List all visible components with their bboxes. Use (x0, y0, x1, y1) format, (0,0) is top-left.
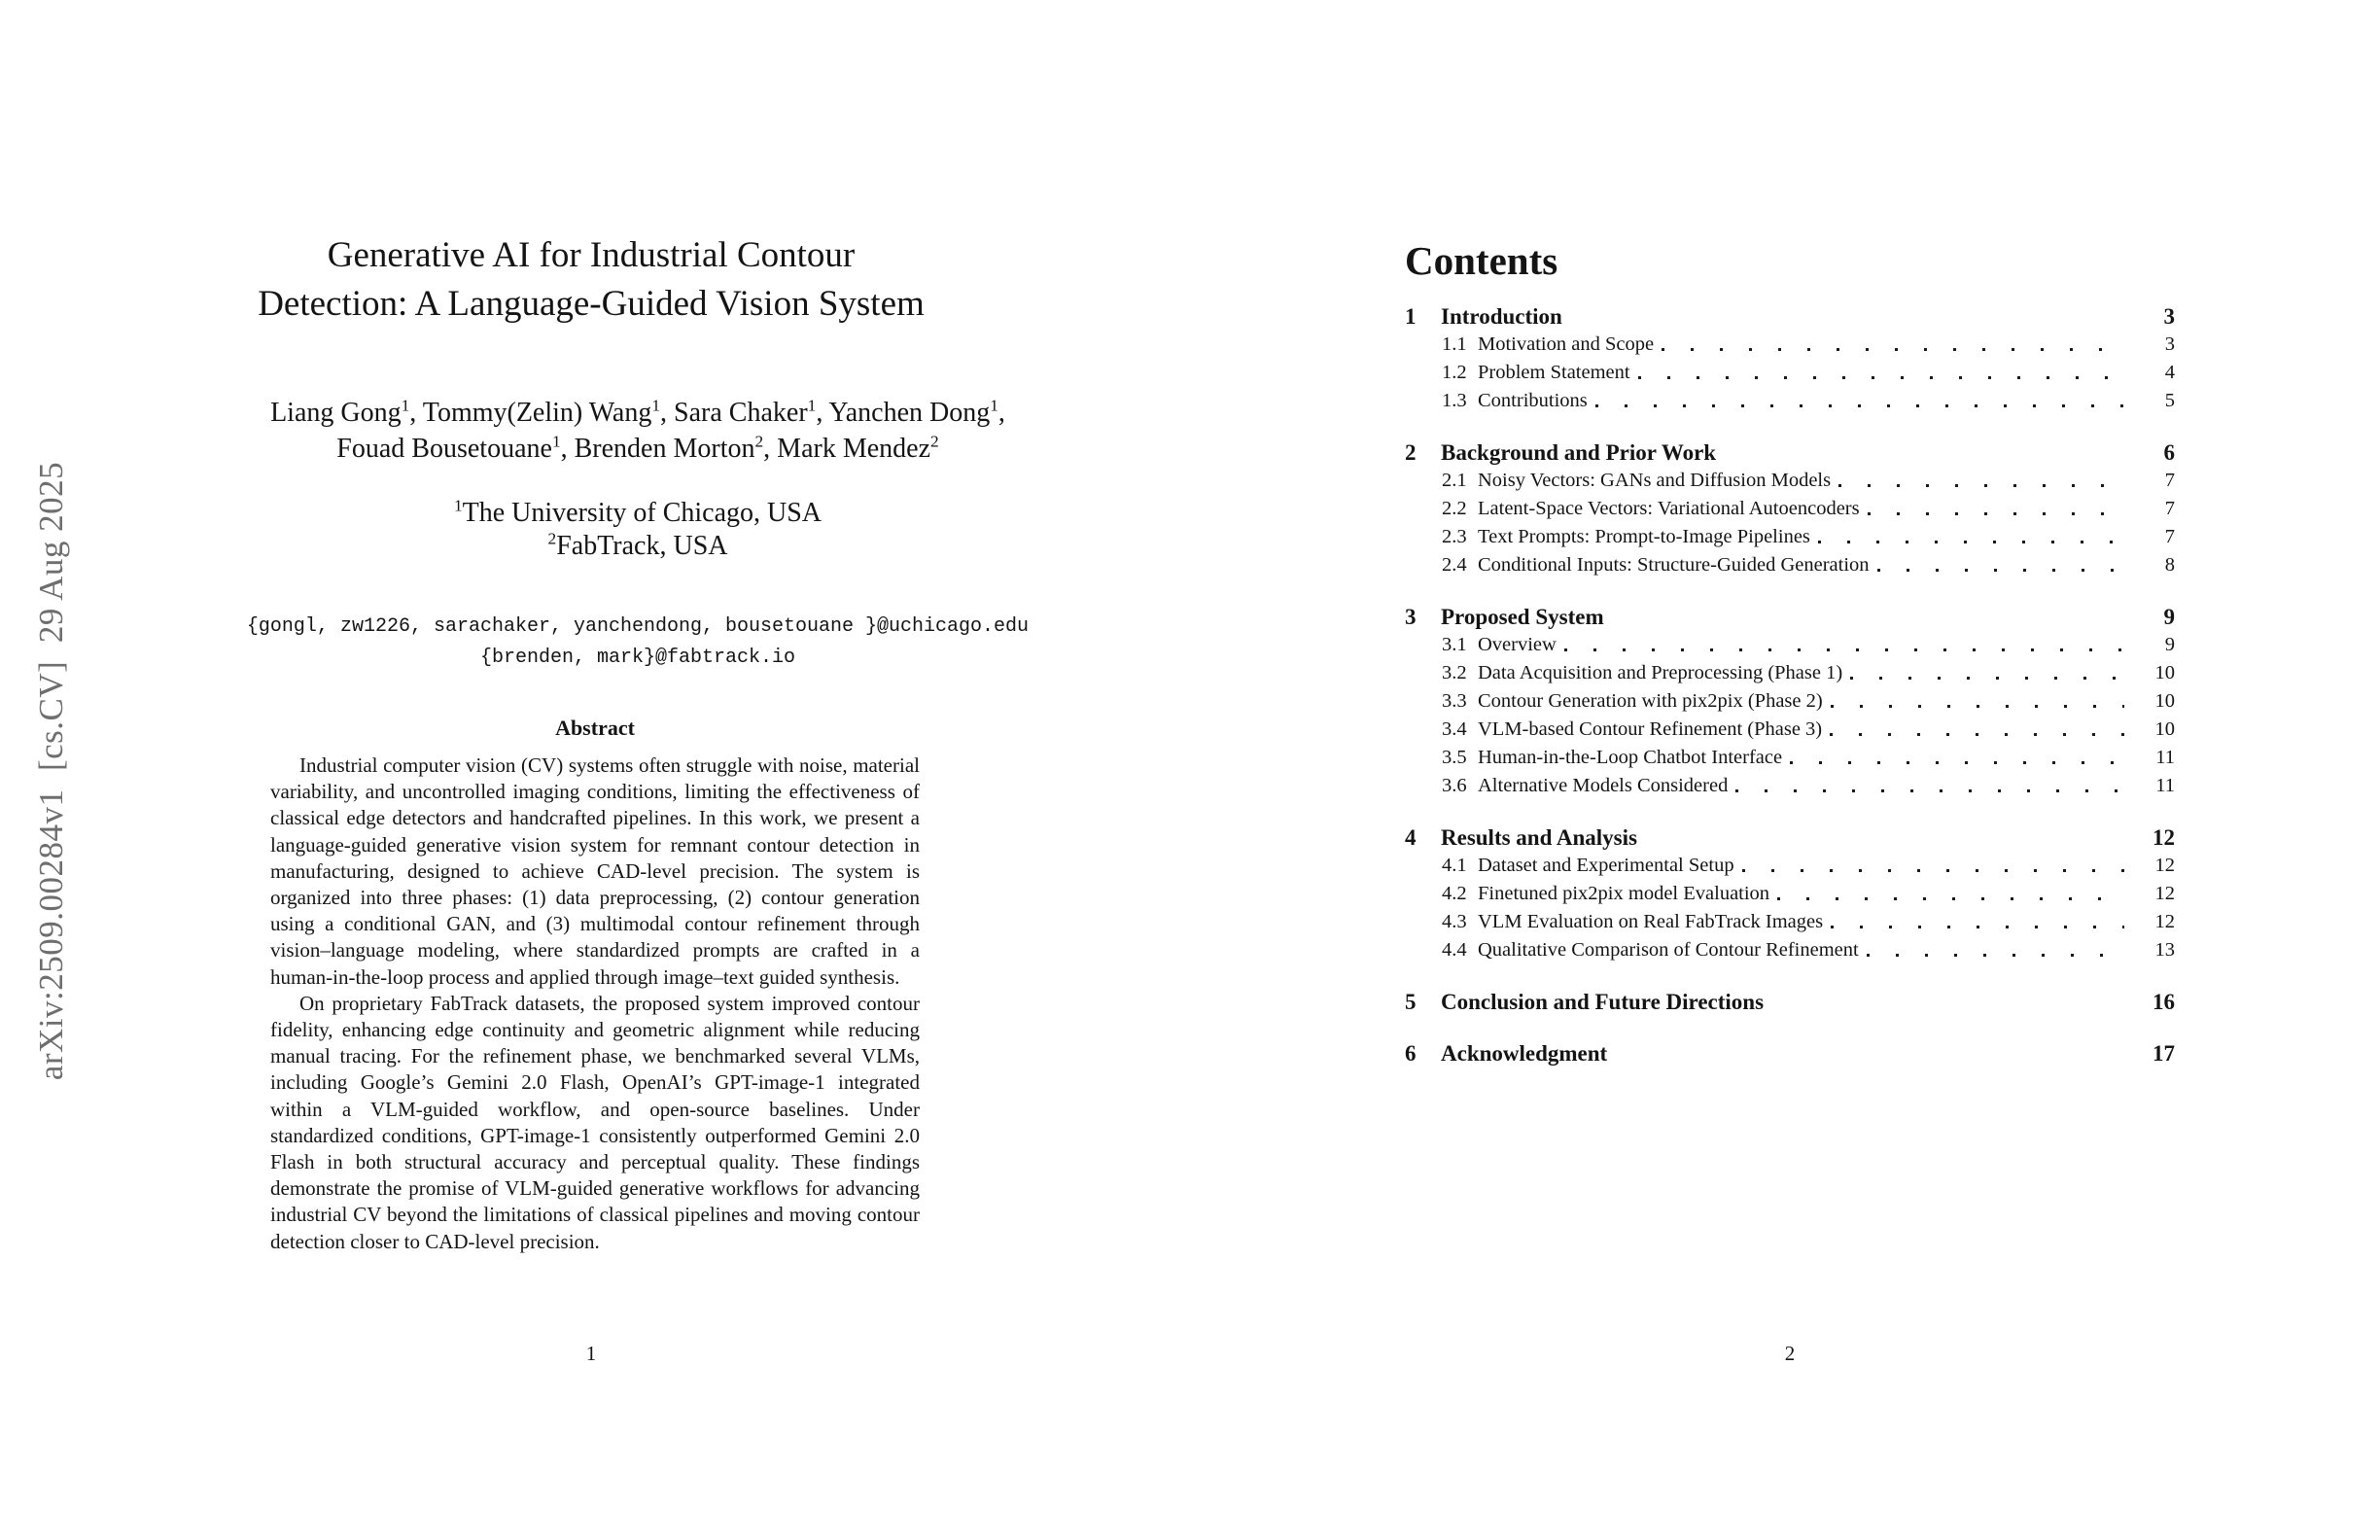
author-name: Mark Mendez$^2$ (777, 432, 939, 464)
toc-dot-leader (1818, 523, 2124, 551)
toc-item-number: 2.2 (1442, 498, 1467, 519)
toc-item-page: 12 (2154, 883, 2175, 904)
paper-title-line1: Generative AI for Industrial Contour (327, 235, 856, 275)
author-name: Sara Chaker$^1$ (674, 396, 817, 428)
abstract-section (270, 716, 920, 1255)
authors-line: Fouad Bousetouane$^1$, Brenden Morton$^2$, Mark Mendez$^2$ (336, 432, 939, 464)
toc-item-row (1405, 908, 2175, 936)
toc-section-title: Introduction (1441, 304, 1562, 329)
toc-item-title: Contour Generation with pix2pix (Phase 2) (1478, 690, 1823, 712)
affiliation-line: $^2$FabTrack, USA (547, 529, 728, 561)
affiliation-mark: 1 (453, 496, 463, 515)
abstract-paragraph-1: Industrial computer vision (CV) systems often struggle with noise, material variability, and uncontrolled imaging conditions, limiting the effectiveness of classical edge detectors and handcrafted pipelines. In this work, we present a language-guided generative vision system for remnant contour detection in manufacturing, designed to achieve CAD-level precision. The system is organized into three phases: (1) data preprocessing, (2) contour generation using a conditional GAN, and (3) multimodal contour refinement through vision–language modeling, where standardized prompts are crafted in a human-in-the-loop process and applied through image–text guided synthesis. (270, 753, 920, 989)
toc-section-title: Results and Analysis (1441, 825, 1637, 850)
toc-item-number: 4.2 (1442, 883, 1467, 904)
toc-item-title: Human-in-the-Loop Chatbot Interface (1478, 747, 1783, 768)
toc-section-number: 5 (1405, 990, 1417, 1014)
author-affiliation-mark: 1 (990, 396, 998, 415)
toc-item-number: 2.1 (1442, 470, 1467, 491)
toc-section-row (1405, 438, 2175, 467)
affiliations-block (191, 497, 1085, 563)
paper-title-line2: Detection: A Language-Guided Vision System (258, 284, 925, 324)
toc-section-number: 2 (1405, 440, 1417, 465)
authors-line: Liang Gong$^1$, Tommy(Zelin) Wang$^1$, Sara Chaker$^1$, Yanchen Dong$^1$, (270, 396, 1005, 428)
toc-section-page: 17 (2152, 1041, 2175, 1066)
toc-item-title: VLM Evaluation on Real FabTrack Images (1478, 911, 1824, 932)
author-affiliation-mark: 2 (754, 432, 764, 451)
toc-item-row (1405, 551, 2175, 579)
toc-dot-leader (1831, 687, 2124, 716)
toc-section-number: 4 (1405, 825, 1417, 850)
toc-item-title: Noisy Vectors: GANs and Diffusion Models (1478, 470, 1832, 491)
email-line: {gongl, zw1226, sarachaker, yanchendong, bousetouane }@uchicago.edu (246, 615, 1030, 638)
contents-heading: Contents (1405, 238, 1558, 283)
toc-item-number: 4.1 (1442, 855, 1467, 876)
toc-item-title: Problem Statement (1478, 362, 1630, 383)
toc-item-title: VLM-based Contour Refinement (Phase 3) (1478, 718, 1823, 740)
toc-section-page: 3 (2163, 304, 2175, 329)
toc-section-page: 12 (2152, 825, 2175, 850)
toc-item-row (1405, 523, 2175, 551)
toc-item-row (1405, 744, 2175, 772)
toc-item-title: Data Acquisition and Preprocessing (Phase 1) (1478, 662, 1843, 683)
toc-dot-leader (1638, 359, 2124, 387)
toc-section-number: 3 (1405, 605, 1417, 629)
toc-item-row (1405, 331, 2175, 359)
author-affiliation-mark: 1 (807, 396, 817, 415)
toc-item-page: 8 (2164, 554, 2175, 576)
toc-section-page: 6 (2163, 440, 2175, 465)
toc-item-number: 3.2 (1442, 662, 1467, 683)
author-name: Tommy(Zelin) Wang$^1$ (422, 396, 661, 428)
toc-item-row (1405, 659, 2175, 687)
arxiv-watermark: arXiv:2509.00284v1 [cs.CV] 29 Aug 2025 (32, 461, 70, 1081)
toc-item-number: 2.3 (1442, 526, 1467, 547)
toc-section-row (1405, 1039, 2175, 1068)
author-name: Fouad Bousetouane$^1$ (336, 432, 561, 464)
toc-dot-leader (1662, 331, 2124, 359)
toc-item-title: Alternative Models Considered (1478, 775, 1729, 796)
toc-section-page: 16 (2152, 990, 2175, 1014)
toc-item-page: 7 (2164, 526, 2175, 547)
toc-item-page: 5 (2164, 390, 2175, 411)
toc-section-row (1405, 302, 2175, 331)
toc-item-page: 12 (2154, 855, 2175, 876)
toc-item-row (1405, 387, 2175, 415)
toc-section-row (1405, 603, 2175, 631)
toc-section-title: Conclusion and Future Directions (1441, 990, 1765, 1014)
page-number-2: 2 (1784, 1342, 1796, 1365)
toc-section-number: 1 (1405, 304, 1417, 329)
affiliation-mark: 2 (547, 529, 557, 548)
toc-item-title: Latent-Space Vectors: Variational Autoencoders (1478, 498, 1860, 519)
toc-item-row (1405, 495, 2175, 523)
toc-item-title: Qualitative Comparison of Contour Refinement (1478, 939, 1859, 961)
toc-item-row (1405, 467, 2175, 495)
toc-item-row (1405, 687, 2175, 716)
toc-item-number: 4.4 (1442, 939, 1467, 961)
toc-item-page: 11 (2155, 775, 2175, 796)
toc-item-title: Text Prompts: Prompt-to-Image Pipelines (1478, 526, 1810, 547)
paper-title (144, 231, 1038, 329)
toc-item-title: Dataset and Experimental Setup (1478, 855, 1734, 876)
toc-item-page: 13 (2154, 939, 2175, 961)
author-name: Liang Gong$^1$ (270, 396, 410, 428)
page-1 (144, 0, 1038, 1540)
toc-item-number: 2.4 (1442, 554, 1467, 576)
toc-section-title: Background and Prior Work (1441, 440, 1717, 465)
toc-section-title: Proposed System (1441, 605, 1604, 629)
toc-section-page: 9 (2163, 605, 2175, 629)
toc-item-title: Contributions (1478, 390, 1588, 411)
author-name: Brenden Morton$^2$ (574, 432, 764, 464)
toc-item-number: 1.3 (1442, 390, 1467, 411)
page-2 (1405, 0, 2175, 1540)
toc-section-row (1405, 823, 2175, 852)
toc-dot-leader (1868, 495, 2124, 523)
toc-dot-leader (1838, 467, 2124, 495)
toc-item-page: 10 (2154, 662, 2175, 683)
toc-dot-leader (1742, 852, 2124, 880)
toc-dot-leader (1877, 551, 2124, 579)
toc-section-title: Acknowledgment (1441, 1041, 1608, 1066)
toc-item-number: 1.1 (1442, 333, 1467, 355)
toc-item-title: Overview (1478, 634, 1557, 655)
toc-item-row (1405, 359, 2175, 387)
toc-dot-leader (1831, 908, 2124, 936)
toc-item-number: 3.4 (1442, 718, 1467, 740)
toc-item-row (1405, 631, 2175, 659)
toc-item-page: 9 (2164, 634, 2175, 655)
toc-dot-leader (1564, 631, 2124, 659)
toc-dot-leader (1830, 716, 2124, 744)
toc-item-page: 10 (2154, 718, 2175, 740)
author-affiliation-mark: 1 (551, 432, 561, 451)
affiliation-line: $^1$The University of Chicago, USA (453, 496, 822, 528)
toc-item-row (1405, 852, 2175, 880)
toc-item-page: 10 (2154, 690, 2175, 712)
toc-item-row (1405, 880, 2175, 908)
toc-dot-leader (1867, 936, 2124, 964)
toc-section-number: 6 (1405, 1041, 1417, 1066)
author-affiliation-mark: 1 (651, 396, 661, 415)
author-affiliation-mark: 2 (930, 432, 939, 451)
toc-item-row (1405, 716, 2175, 744)
toc-item-number: 3.3 (1442, 690, 1467, 712)
toc (1405, 302, 2175, 1068)
toc-item-page: 12 (2154, 911, 2175, 932)
author-affiliation-mark: 1 (401, 396, 410, 415)
toc-item-title: Finetuned pix2pix model Evaluation (1478, 883, 1770, 904)
abstract-heading: Abstract (555, 716, 635, 740)
author-name: Yanchen Dong$^1$ (828, 396, 998, 428)
toc-dot-leader (1790, 744, 2124, 772)
toc-dot-leader (1595, 387, 2124, 415)
toc-item-number: 3.1 (1442, 634, 1467, 655)
toc-item-number: 3.5 (1442, 747, 1467, 768)
toc-item-number: 1.2 (1442, 362, 1467, 383)
page-number-1: 1 (585, 1342, 597, 1365)
toc-item-title: Motivation and Scope (1478, 333, 1655, 355)
toc-item-page: 11 (2155, 747, 2175, 768)
toc-item-page: 3 (2164, 333, 2175, 355)
toc-item-row (1405, 936, 2175, 964)
emails-block (191, 612, 1085, 674)
toc-item-page: 4 (2164, 362, 2175, 383)
toc-item-title: Conditional Inputs: Structure-Guided Generation (1478, 554, 1870, 576)
toc-item-page: 7 (2164, 498, 2175, 519)
toc-item-number: 3.6 (1442, 775, 1467, 796)
toc-dot-leader (1735, 772, 2124, 800)
authors-block (191, 395, 1085, 467)
abstract-paragraph-2: On proprietary FabTrack datasets, the proposed system improved contour fidelity, enhancing edge continuity and geometric alignment while reducing manual tracing. For the refinement phase, we benchmarked several VLMs, including Google’s Gemini 2.0 Flash, OpenAI’s GPT-image-1 integrated within a VLM-guided workflow, and open-source baselines. Under standardized conditions, GPT-image-1 consistently outperformed Gemini 2.0 Flash in both structural accuracy and perceptual quality. These findings demonstrate the promise of VLM-guided generative workflows for advancing industrial CV beyond the limitations of classical pipelines and moving contour detection closer to CAD-level precision. (270, 991, 920, 1253)
toc-dot-leader (1777, 880, 2124, 908)
toc-item-page: 7 (2164, 470, 2175, 491)
email-line: {brenden, mark}@fabtrack.io (479, 647, 796, 669)
toc-item-row (1405, 772, 2175, 800)
toc-item-number: 4.3 (1442, 911, 1467, 932)
toc-dot-leader (1850, 659, 2124, 687)
toc-section-row (1405, 988, 2175, 1016)
